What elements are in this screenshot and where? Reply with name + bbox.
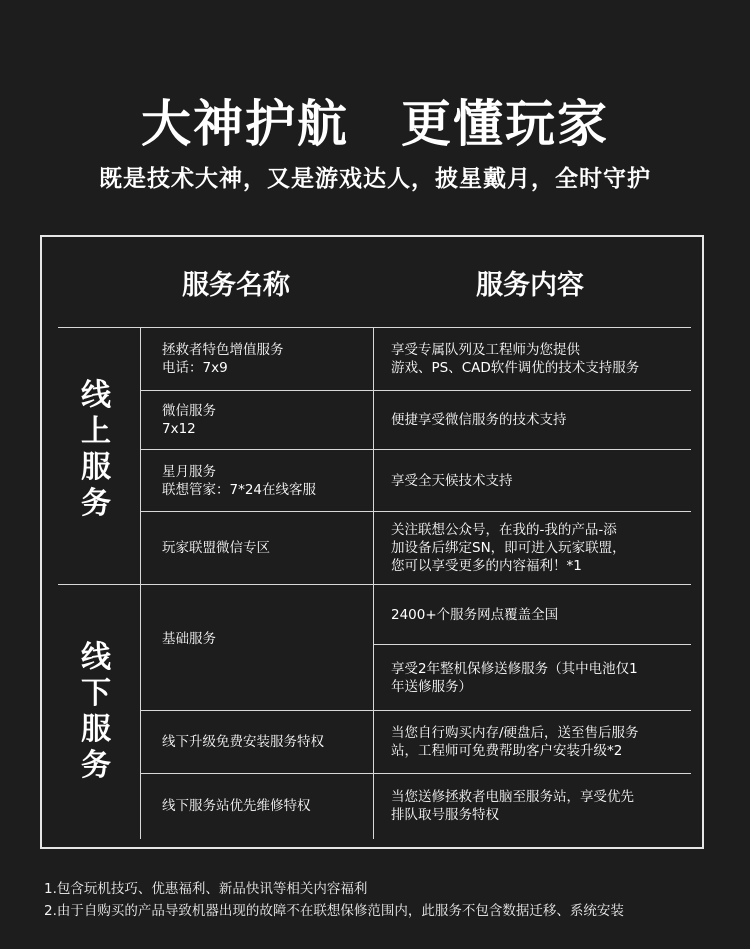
service-name: 线下升级免费安装服务特权	[162, 734, 324, 750]
column-header-service-name: 服务名称	[182, 270, 290, 301]
table-row-content	[391, 451, 689, 510]
table-row-name	[162, 330, 367, 388]
service-content: 享受2年整机保修送修服务（其中电池仅1 年送修服务）	[391, 660, 638, 695]
table-row-name	[162, 775, 367, 837]
service-name: 玩家联盟微信专区	[162, 540, 270, 556]
table-divider	[140, 710, 691, 711]
table-divider	[373, 327, 374, 839]
table-divider	[58, 327, 691, 328]
table-divider	[140, 773, 691, 774]
service-content: 享受全天候技术支持	[391, 472, 513, 489]
footnotes	[44, 878, 724, 922]
table-row-content	[391, 646, 689, 709]
service-name: 基础服务	[162, 631, 216, 647]
table-row-name	[162, 712, 367, 772]
table-divider	[140, 327, 141, 839]
service-content: 当您送修拯救者电脑至服务站，享受优先 排队取号服务特权	[391, 789, 634, 823]
table-row-content	[391, 392, 689, 448]
table-row-name	[162, 586, 367, 700]
table-divider	[140, 390, 691, 391]
table-row-content	[391, 330, 689, 388]
service-name: 星月服务 联想管家：7*24在线客服	[162, 463, 317, 498]
page-subtitle: 既是技术大神，又是游戏达人，披星戴月，全时守护	[99, 166, 651, 192]
table-row-name	[162, 392, 367, 448]
footnote-1: 1.包含玩机技巧、优惠福利、新品快讯等相关内容福利	[44, 881, 368, 897]
table-row-content	[391, 712, 689, 772]
group-label-online: 线 上 服 务	[81, 378, 111, 521]
table-divider	[140, 511, 691, 512]
table-row-name	[162, 451, 367, 510]
page-title: 大神护航 更懂玩家	[141, 95, 609, 153]
service-content: 关注联想公众号，在我的-我的产品-添 加设备后绑定SN，即可进入玩家联盟， 您可以享受更多的内容福利！*1	[391, 522, 626, 574]
table-divider	[373, 644, 691, 645]
service-name: 拯救者特色增值服务 电话：7x9	[162, 342, 284, 376]
table-row-content	[391, 586, 689, 643]
table-divider	[140, 449, 691, 450]
table-row-name	[162, 513, 367, 583]
service-content: 2400+个服务网点覆盖全国	[391, 606, 559, 623]
service-content: 享受专属队列及工程师为您提供 游戏、PS、CAD软件调优的技术支持服务	[391, 342, 640, 376]
column-header-service-content: 服务内容	[476, 270, 584, 301]
service-content: 当您自行购买内存/硬盘后，送至售后服务 站，工程师可免费帮助客户安装升级*2	[391, 725, 639, 759]
table-divider	[58, 584, 691, 585]
group-label-offline: 线 下 服 务	[81, 640, 111, 783]
service-name: 微信服务 7x12	[162, 403, 216, 437]
service-name: 线下服务站优先维修特权	[162, 798, 311, 814]
footnote-2: 2.由于自购买的产品导致机器出现的故障不在联想保修范围内，此服务不包含数据迁移、系统安装	[44, 903, 624, 919]
table-row-content	[391, 775, 689, 837]
service-content: 便捷享受微信服务的技术支持	[391, 412, 567, 428]
table-row-content	[391, 513, 689, 583]
